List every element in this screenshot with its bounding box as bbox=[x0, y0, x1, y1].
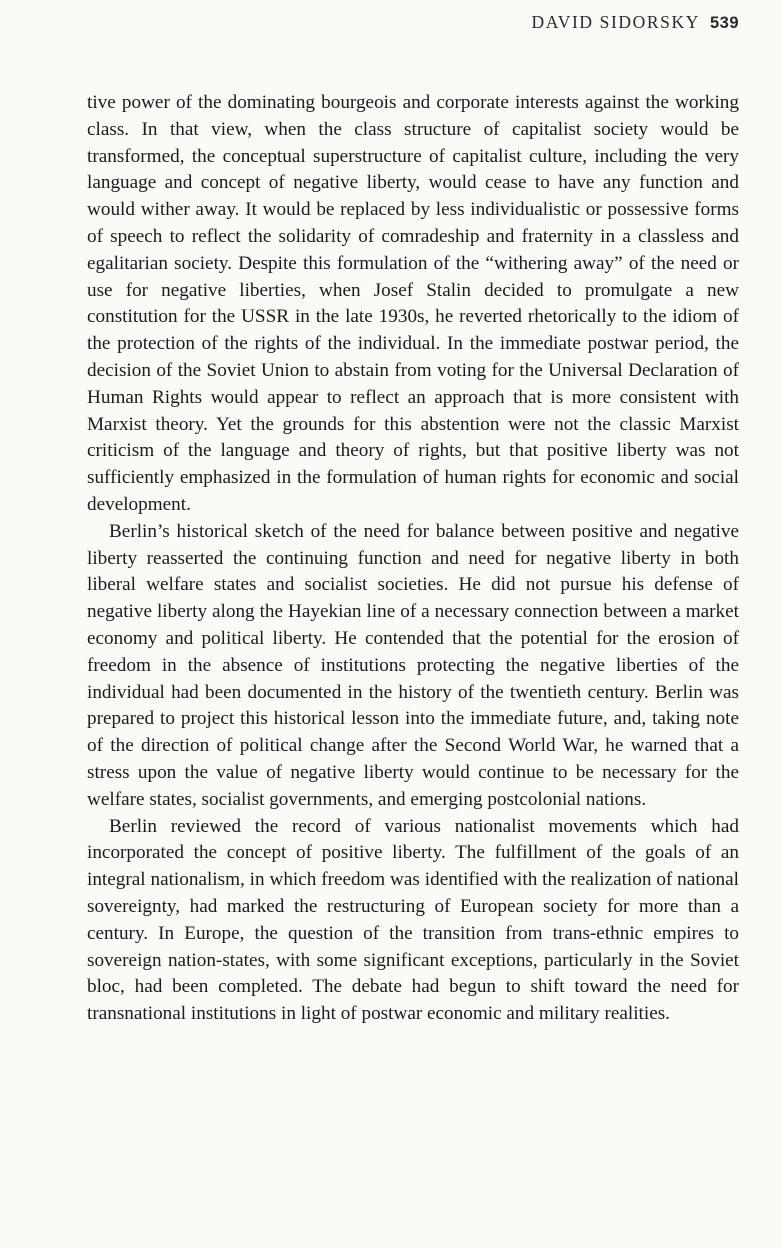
running-head bbox=[532, 12, 739, 38]
running-head-author: DAVID SIDORSKY bbox=[531, 12, 700, 32]
paragraph-1: tive power of the dominating bourgeois and corporate interests against the working class. In that view, when the class structure of capitalist society would be transformed, the conceptual superstructure of capitalist culture, including the very language and concept of negative liberty, would cease to have any function and would wither away. It would be replaced by less individualistic or possessive forms of speech to reflect the solidarity of comradeship and fraternity in a classless and egalitarian society. Despite this formulation of the “withering away” of the need or use for negative liberties, when Josef Stalin decided to promulgate a new constitution for the USSR in the late 1930s, he reverted rhetorically to the idiom of the protection of the rights of the individual. In the immediate postwar period, the decision of the Soviet Union to abstain from voting for the Universal Declaration of Human Rights would appear to reflect an approach that is more consistent with Marxist theory. Yet the grounds for this abstention were not the classic Marxist criticism of the language and theory of rights, but that positive liberty was not sufficiently emphasized in the formulation of human rights for economic and social development. bbox=[87, 92, 739, 515]
paragraph-2: Berlin’s historical sketch of the need for balance between positive and negative liberty reasserted the continuing function and need for negative liberty in both liberal welfare states and socialist societies. He did not pursue his defense of negative liberty along the Hayekian line of a necessary connection between a market economy and political liberty. He contended that the potential for the erosion of freedom in the absence of institutions protecting the negative liberties of the individual had been documented in the history of the twentieth century. Berlin was prepared to project this historical lesson into the immediate future, and, taking note of the direction of political change after the Second World War, he warned that a stress upon the value of negative liberty would continue to be necessary for the welfare states, socialist governments, and emerging postcolonial nations. bbox=[87, 520, 739, 810]
page-number: 539 bbox=[709, 14, 739, 32]
body-text bbox=[87, 90, 739, 1028]
paragraph-3: Berlin reviewed the record of various nationalist movements which had incorporated the concept of positive liberty. The fulfillment of the goals of an integral nationalism, in which freedom was identified with the realization of national sovereignty, had marked the restructuring of European society for more than a century. In Europe, the question of the transition from trans-ethnic empires to sovereign nation-states, with some significant exceptions, particularly in the Soviet bloc, had been completed. The debate had begun to shift toward the need for transnational institutions in light of postwar economic and military realities. bbox=[87, 815, 739, 1025]
